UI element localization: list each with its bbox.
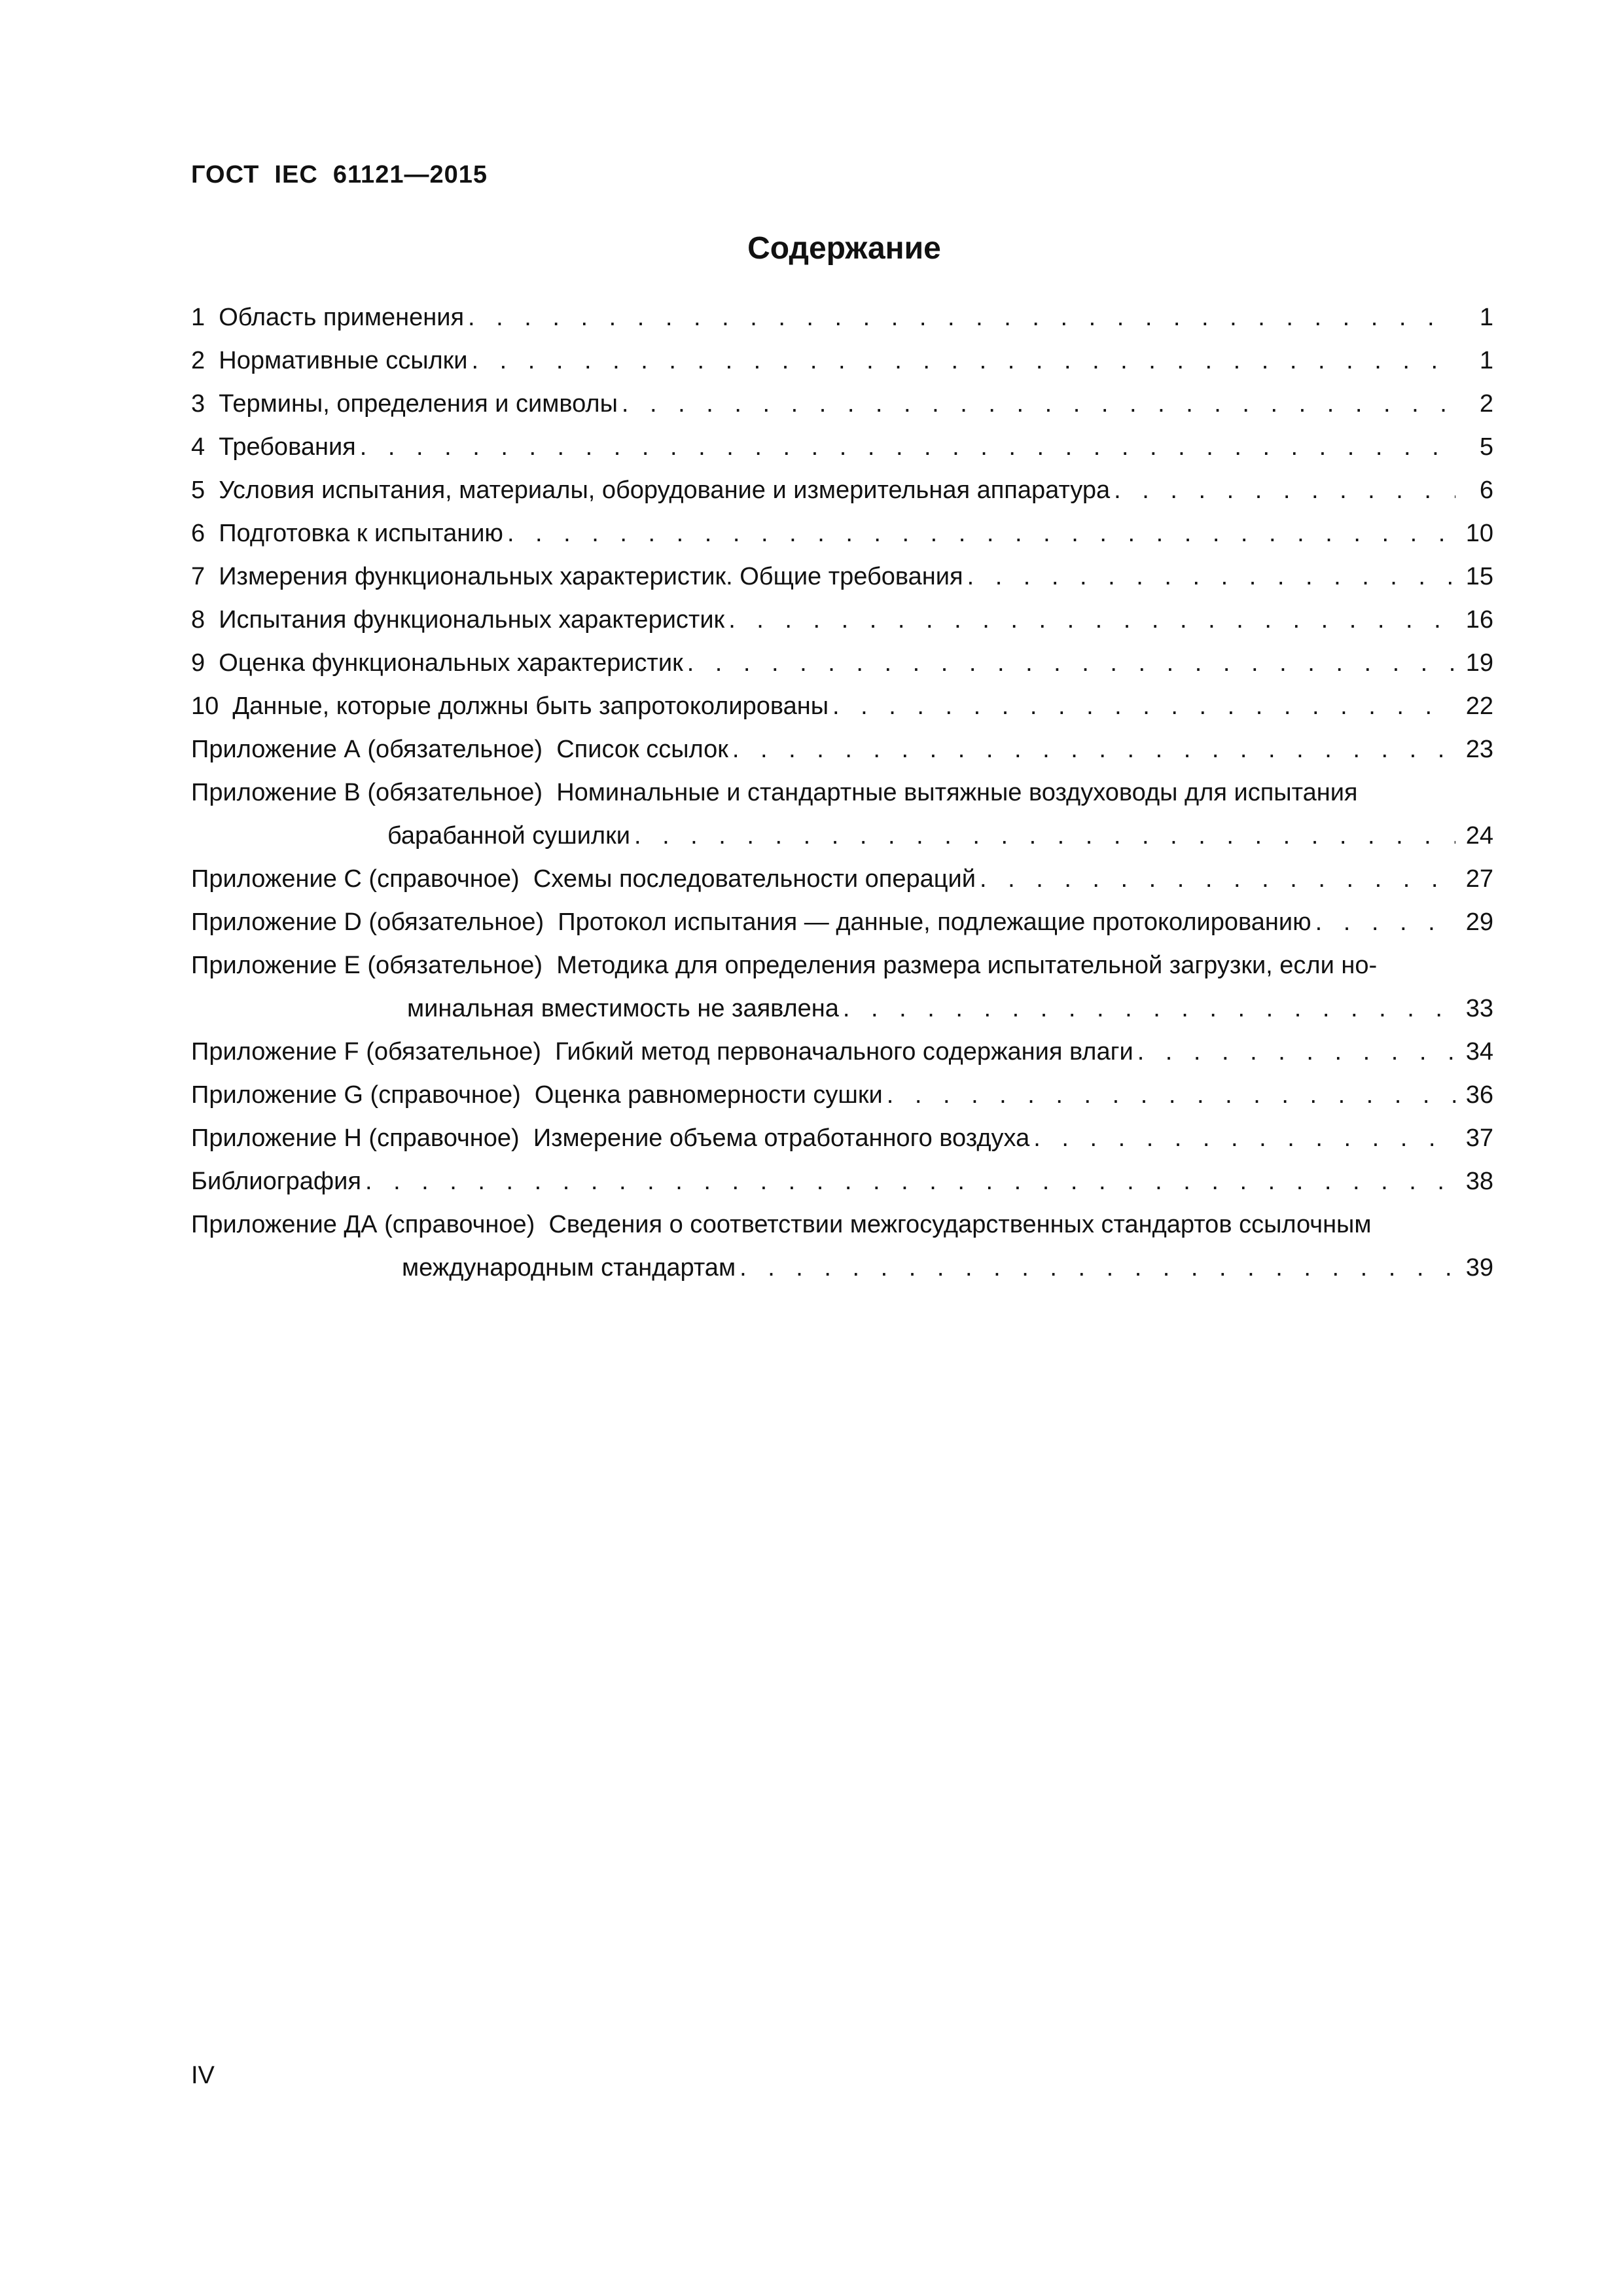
- toc-entry-text-line1: Приложение В (обязательное) Номинальные и стандартные вытяжные воздуховоды для испытания: [191, 779, 1358, 806]
- toc-entry-text: 8 Испытания функциональных характеристик: [191, 606, 725, 634]
- document-code: ГОСТ IEC 61121—2015: [191, 161, 488, 188]
- toc-entry-text: 10 Данные, которые должны быть запротоколированы: [191, 692, 829, 720]
- toc-entry[interactable]: [191, 598, 1493, 641]
- toc-leader-dots: [976, 857, 1455, 901]
- toc-entry-page: 33: [1465, 995, 1493, 1022]
- toc-entry[interactable]: [191, 425, 1493, 469]
- toc-leader-dots: [683, 641, 1455, 685]
- toc-entry-text: Приложение С (справочное) Схемы последовательности операций: [191, 865, 976, 893]
- toc-leader-dots: [839, 987, 1455, 1030]
- toc-entry-text-line2: барабанной сушилки: [387, 822, 630, 850]
- toc-entry[interactable]: [191, 1117, 1493, 1160]
- toc-entry-text: Приложение G (справочное) Оценка равномерности сушки: [191, 1081, 883, 1109]
- toc-leader-dots: [883, 1073, 1455, 1117]
- toc-leader-dots: [361, 1160, 1455, 1203]
- toc-leader-dots: [356, 425, 1455, 469]
- page-number: IV: [191, 2062, 215, 2089]
- toc-leader-dots: [1133, 1030, 1455, 1073]
- toc-entry[interactable]: [191, 382, 1493, 425]
- toc-entry[interactable]: [191, 685, 1493, 728]
- toc-entry[interactable]: [191, 944, 1493, 1030]
- toc-entry-page: 19: [1465, 649, 1493, 677]
- toc-entry-page: 10: [1465, 520, 1493, 547]
- toc-leader-dots: [829, 685, 1455, 728]
- toc-entry-page: 1: [1479, 347, 1493, 374]
- toc-entry[interactable]: [191, 339, 1493, 382]
- toc-entry-page: 24: [1465, 822, 1493, 850]
- toc-leader-dots: [468, 339, 1455, 382]
- toc-entry-text: Приложение F (обязательное) Гибкий метод первоначального содержания влаги: [191, 1038, 1133, 1066]
- toc-leader-dots: [618, 382, 1455, 425]
- toc-entry-page: 39: [1465, 1254, 1493, 1282]
- toc-leader-dots: [503, 512, 1455, 555]
- toc-entry-text: 1 Область применения: [191, 304, 465, 331]
- toc-entry-page: 36: [1465, 1081, 1493, 1109]
- toc-entry-text: 2 Нормативные ссылки: [191, 347, 468, 374]
- toc-entry-text: Приложение Н (справочное) Измерение объема отработанного воздуха: [191, 1124, 1030, 1152]
- toc-entry[interactable]: [191, 901, 1493, 944]
- table-of-contents: [191, 296, 1493, 1289]
- toc-entry-text: 4 Требования: [191, 433, 356, 461]
- toc-entry-text-line1: Приложение ДА (справочное) Сведения о соответствии межгосударственных стандартов ссылочным: [191, 1211, 1372, 1238]
- toc-entry[interactable]: [191, 1203, 1493, 1289]
- toc-entry-page: 34: [1465, 1038, 1493, 1066]
- toc-entry-text: 6 Подготовка к испытанию: [191, 520, 503, 547]
- toc-entry-page: 22: [1465, 692, 1493, 720]
- toc-entry-text-line2: международным стандартам: [402, 1254, 736, 1282]
- toc-leader-dots: [1110, 469, 1455, 512]
- toc-entry-text: 3 Термины, определения и символы: [191, 390, 618, 418]
- toc-entry-text: 5 Условия испытания, материалы, оборудование и измерительная аппаратура: [191, 476, 1111, 504]
- toc-entry[interactable]: [191, 1073, 1493, 1117]
- toc-entry-text: Приложение D (обязательное) Протокол испытания — данные, подлежащие протоколированию: [191, 908, 1311, 936]
- toc-entry[interactable]: [191, 641, 1493, 685]
- toc-entry-text: 9 Оценка функциональных характеристик: [191, 649, 683, 677]
- toc-entry-page: 27: [1465, 865, 1493, 893]
- toc-entry[interactable]: [191, 512, 1493, 555]
- toc-leader-dots: [464, 296, 1455, 339]
- toc-entry-page: 29: [1465, 908, 1493, 936]
- toc-entry-page: 38: [1465, 1168, 1493, 1195]
- toc-entry[interactable]: [191, 857, 1493, 901]
- toc-entry-text: Приложение А (обязательное) Список ссылок: [191, 736, 728, 763]
- toc-entry-text-line2: минальная вместимость не заявлена: [407, 995, 839, 1022]
- toc-entry-page: 15: [1465, 563, 1493, 590]
- toc-entry-text: Библиография: [191, 1168, 361, 1195]
- toc-entry-page: 37: [1465, 1124, 1493, 1152]
- toc-leader-dots: [963, 555, 1455, 598]
- toc-leader-dots: [1029, 1117, 1455, 1160]
- toc-leader-dots: [736, 1246, 1455, 1289]
- toc-leader-dots: [1311, 901, 1455, 944]
- toc-entry-page: 5: [1479, 433, 1493, 461]
- toc-entry[interactable]: [191, 1160, 1493, 1203]
- toc-entry[interactable]: [191, 469, 1493, 512]
- toc-entry-page: 6: [1479, 476, 1493, 504]
- toc-entry[interactable]: [191, 728, 1493, 771]
- toc-entry-page: 16: [1465, 606, 1493, 634]
- toc-entry[interactable]: [191, 771, 1493, 857]
- toc-entry-page: 23: [1465, 736, 1493, 763]
- toc-entry[interactable]: [191, 1030, 1493, 1073]
- toc-entry[interactable]: [191, 555, 1493, 598]
- toc-entry-page: 1: [1479, 304, 1493, 331]
- toc-leader-dots: [728, 728, 1455, 771]
- toc-leader-dots: [724, 598, 1455, 641]
- toc-entry[interactable]: [191, 296, 1493, 339]
- toc-title: Содержание: [747, 231, 941, 266]
- toc-entry-text: 7 Измерения функциональных характеристик. Общие требования: [191, 563, 963, 590]
- toc-leader-dots: [630, 814, 1455, 857]
- toc-entry-text-line1: Приложение Е (обязательное) Методика для определения размера испытательной загрузки, если но-: [191, 952, 1378, 979]
- toc-entry-page: 2: [1479, 390, 1493, 418]
